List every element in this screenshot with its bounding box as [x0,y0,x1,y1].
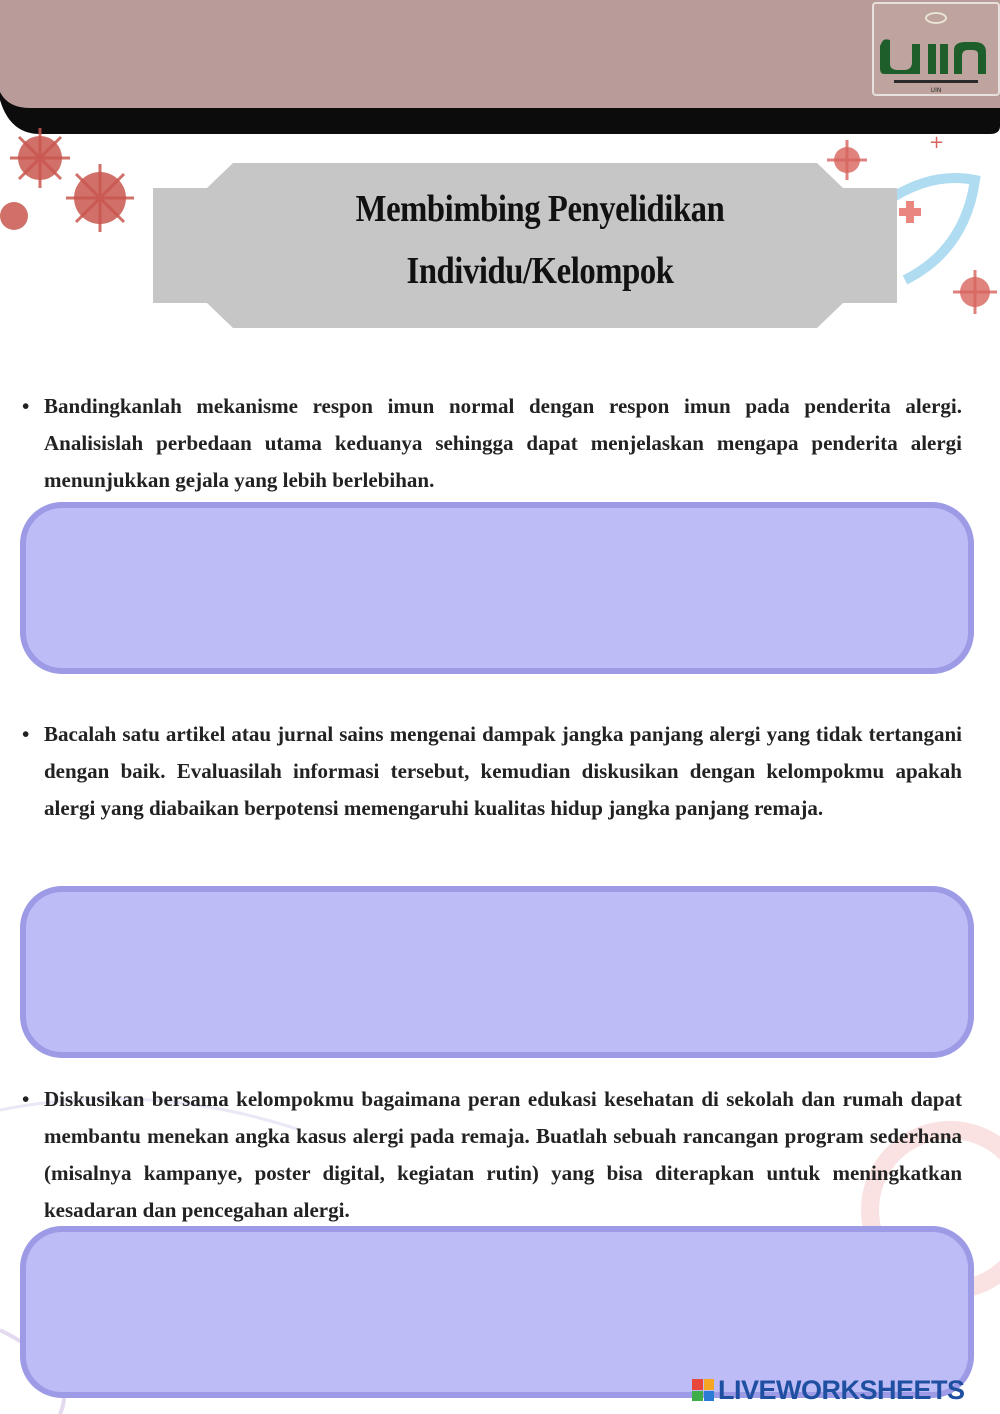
logo-text: UIN [930,87,942,94]
title-line-2: Individu/Kelompok [406,250,674,292]
bullet: • [22,722,30,746]
question-text: Diskusikan bersama kelompokmu bagaimana peran edukasi kesehatan di sekolah dan rumah dapat membantu menekan angka kasus alergi pada remaja. Buatlah sebuah rancangan program sederhana (misalnya kampanye, poster digital, kegiatan rutin) yang bisa diterapkan untuk meningkatkan kesadaran dan pencegahan alergi. [44,1087,962,1222]
svg-text:+: + [929,132,945,153]
bullet: • [22,394,30,418]
liveworksheets-logo-icon [692,1379,714,1401]
header-band [0,0,1000,140]
brand-label: LIVEWORKSHEETS [718,1374,965,1405]
virus-decoration-left [0,120,150,250]
title-line-1: Membimbing Penyelidikan [355,188,725,230]
answer-box-2[interactable] [20,886,974,1058]
liveworksheets-brand [692,1372,965,1408]
question-1 [22,388,962,499]
question-3 [22,1081,962,1229]
bullet: • [22,1087,30,1111]
question-2 [22,716,962,827]
answer-box-1[interactable] [20,502,974,674]
question-text: Bacalah satu artikel atau jurnal sains mengenai dampak jangka panjang alergi yang tidak tertangani dengan baik. Evaluasilah informasi tersebut, kemudian diskusikan dengan kelompokmu apakah alergi yang diabaikan berpotensi memengaruhi kualitas hidup jangka panjang remaja. [44,722,962,820]
uin-logo [872,2,1000,96]
question-text: Bandingkanlah mekanisme respon imun normal dengan respon imun pada penderita alergi. Analisislah perbedaan utama keduanya sehingga dapat menjelaskan mengapa penderita alergi menunjukkan gejala yang lebih berlebihan. [44,394,962,492]
page-title [207,178,873,302]
